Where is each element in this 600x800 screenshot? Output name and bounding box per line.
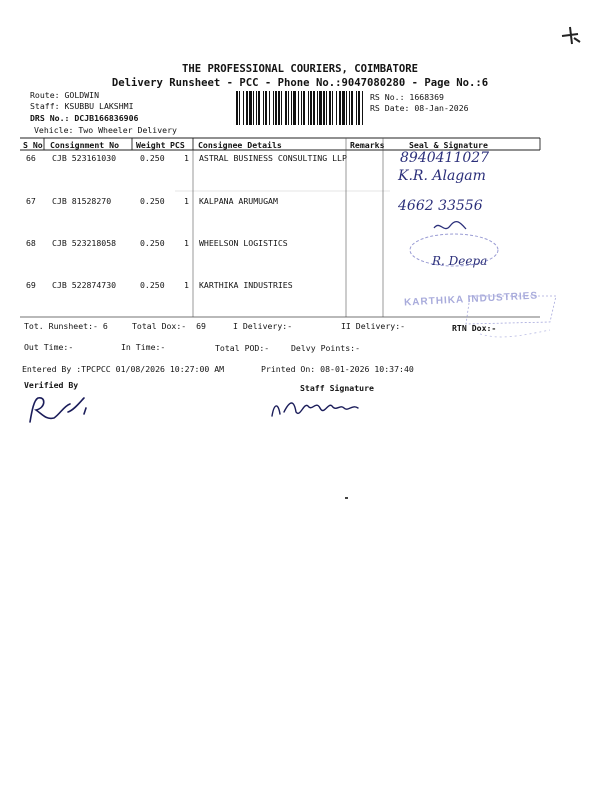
barcode-bar (319, 91, 322, 125)
col-header-seal-signature: Seal & Signature (409, 140, 488, 150)
barcode-bar (326, 91, 327, 125)
barcode-bar (239, 91, 240, 125)
stamp-text: KARTHIKA INDUSTRIES (403, 290, 539, 309)
barcode-bar (317, 91, 318, 125)
tot-runsheet: Tot. Runsheet:- 6 (24, 321, 108, 331)
total-pod: Total POD:- (215, 343, 270, 353)
barcode-bar (356, 91, 357, 125)
row-weight: 0.250 (140, 238, 165, 248)
col-header-consignment: Consignment No (50, 140, 120, 150)
barcode-bar (346, 91, 347, 125)
barcode-bar (336, 91, 337, 125)
barcode-bar (351, 91, 353, 125)
barcode-bar (269, 91, 270, 125)
row-sno: 68 (26, 238, 36, 248)
delvy-points: Delvy Points:- (291, 343, 361, 353)
rs-number: RS No.: 1668369 (370, 92, 444, 102)
barcode-image (236, 91, 366, 125)
col-header-consignee: Consignee Details (198, 140, 282, 150)
vehicle-label: Vehicle: Two Wheeler Delivery (34, 125, 177, 135)
row-sno: 69 (26, 280, 36, 290)
barcode-bar (323, 91, 325, 125)
col-header-remarks: Remarks (350, 140, 385, 150)
row-consignee: ASTRAL BUSINESS CONSULTING LLP (199, 153, 347, 163)
barcode-bar (253, 91, 254, 125)
rs-date: RS Date: 08-Jan-2026 (370, 103, 469, 113)
barcode-bar (246, 91, 248, 125)
col-header-weight: Weight (136, 140, 166, 150)
row-consignment-no: CJB 523218058 (52, 238, 117, 248)
barcode-bar (308, 91, 309, 125)
barcode-bar (288, 91, 289, 125)
barcode-bar (281, 91, 282, 125)
col-header-pcs: PCS (170, 140, 185, 150)
barcode-bar (265, 91, 267, 125)
barcode-bar (349, 91, 350, 125)
row-pcs: 1 (184, 196, 189, 206)
barcode-bar (303, 91, 305, 125)
barcode-bar (278, 91, 280, 125)
printed-on: Printed On: 08-01-2026 10:37:40 (261, 364, 414, 374)
barcode-bar (249, 91, 252, 125)
row-consignment-no: CJB 522874730 (52, 280, 117, 290)
barcode-bar (243, 91, 244, 125)
staff-signature-label: Staff Signature (300, 383, 374, 393)
row-consignee: KARTHIKA INDUSTRIES (199, 280, 293, 290)
barcode-bar (293, 91, 296, 125)
row-consignee: KALPANA ARUMUGAM (199, 196, 278, 206)
ii-delivery: II Delivery:- (341, 321, 406, 331)
stamp-border (400, 290, 560, 350)
col-header-sno: S No (23, 140, 43, 150)
out-time: Out Time:- (24, 342, 74, 352)
verified-by-label: Verified By (24, 380, 79, 390)
barcode-bar (256, 91, 257, 125)
row-consignment-no: CJB 81528270 (52, 196, 112, 206)
barcode-bar (291, 91, 292, 125)
staff-label: Staff: KSUBBU LAKSHMI (30, 101, 134, 111)
i-delivery: I Delivery:- (233, 321, 293, 331)
row-weight: 0.250 (140, 280, 165, 290)
barcode-bar (298, 91, 299, 125)
barcode-bar (342, 91, 345, 125)
barcode-bar (258, 91, 260, 125)
barcode-bar (339, 91, 341, 125)
corner-pen-mark-icon (560, 24, 584, 48)
total-dox: Total Dox:- 69 (132, 321, 206, 331)
staff-signature-scribble (268, 394, 368, 428)
row-consignee: WHEELSON LOGISTICS (199, 238, 288, 248)
row-pcs: 1 (184, 238, 189, 248)
barcode-bar (332, 91, 333, 125)
route-label: Route: GOLDWIN (30, 90, 100, 100)
barcode-bar (263, 91, 264, 125)
row-handwritten-phone: 8940411027 (400, 150, 490, 166)
in-time: In Time:- (121, 342, 166, 352)
barcode-bar (285, 91, 287, 125)
row-handwritten-number: 4662 33556 (398, 198, 483, 214)
verified-by-signature (24, 392, 94, 432)
rtn-dox: RTN Dox:- (452, 323, 497, 333)
row-weight: 0.250 (140, 196, 165, 206)
row-pcs: 1 (184, 280, 189, 290)
barcode-bar (358, 91, 360, 125)
barcode-bar (329, 91, 331, 125)
pen-dot (345, 497, 348, 499)
document-subtitle: Delivery Runsheet - PCC - Phone No.:9047080280 - Page No.:6 (111, 77, 489, 89)
barcode-bar (362, 91, 363, 125)
barcode-bar (313, 91, 315, 125)
entered-by: Entered By :TPCPCC 01/08/2026 10:27:00 AM (22, 364, 225, 374)
row-handwritten-name: K.R. Alagam (398, 168, 486, 184)
row-weight: 0.250 (140, 153, 165, 163)
row-sno: 67 (26, 196, 36, 206)
barcode-bar (275, 91, 277, 125)
barcode-bar (310, 91, 312, 125)
row-handwritten-sign: R. Deepa (432, 254, 488, 268)
company-stamp (400, 290, 560, 350)
row-pcs: 1 (184, 153, 189, 163)
drs-number: DRS No.: DCJB166836906 (30, 113, 139, 123)
barcode-bar (236, 91, 238, 125)
document-title: THE PROFESSIONAL COURIERS, COIMBATORE (182, 63, 418, 75)
barcode-bar (301, 91, 302, 125)
row-consignment-no: CJB 523161030 (52, 153, 117, 163)
row-sno: 66 (26, 153, 36, 163)
barcode-bar (273, 91, 274, 125)
